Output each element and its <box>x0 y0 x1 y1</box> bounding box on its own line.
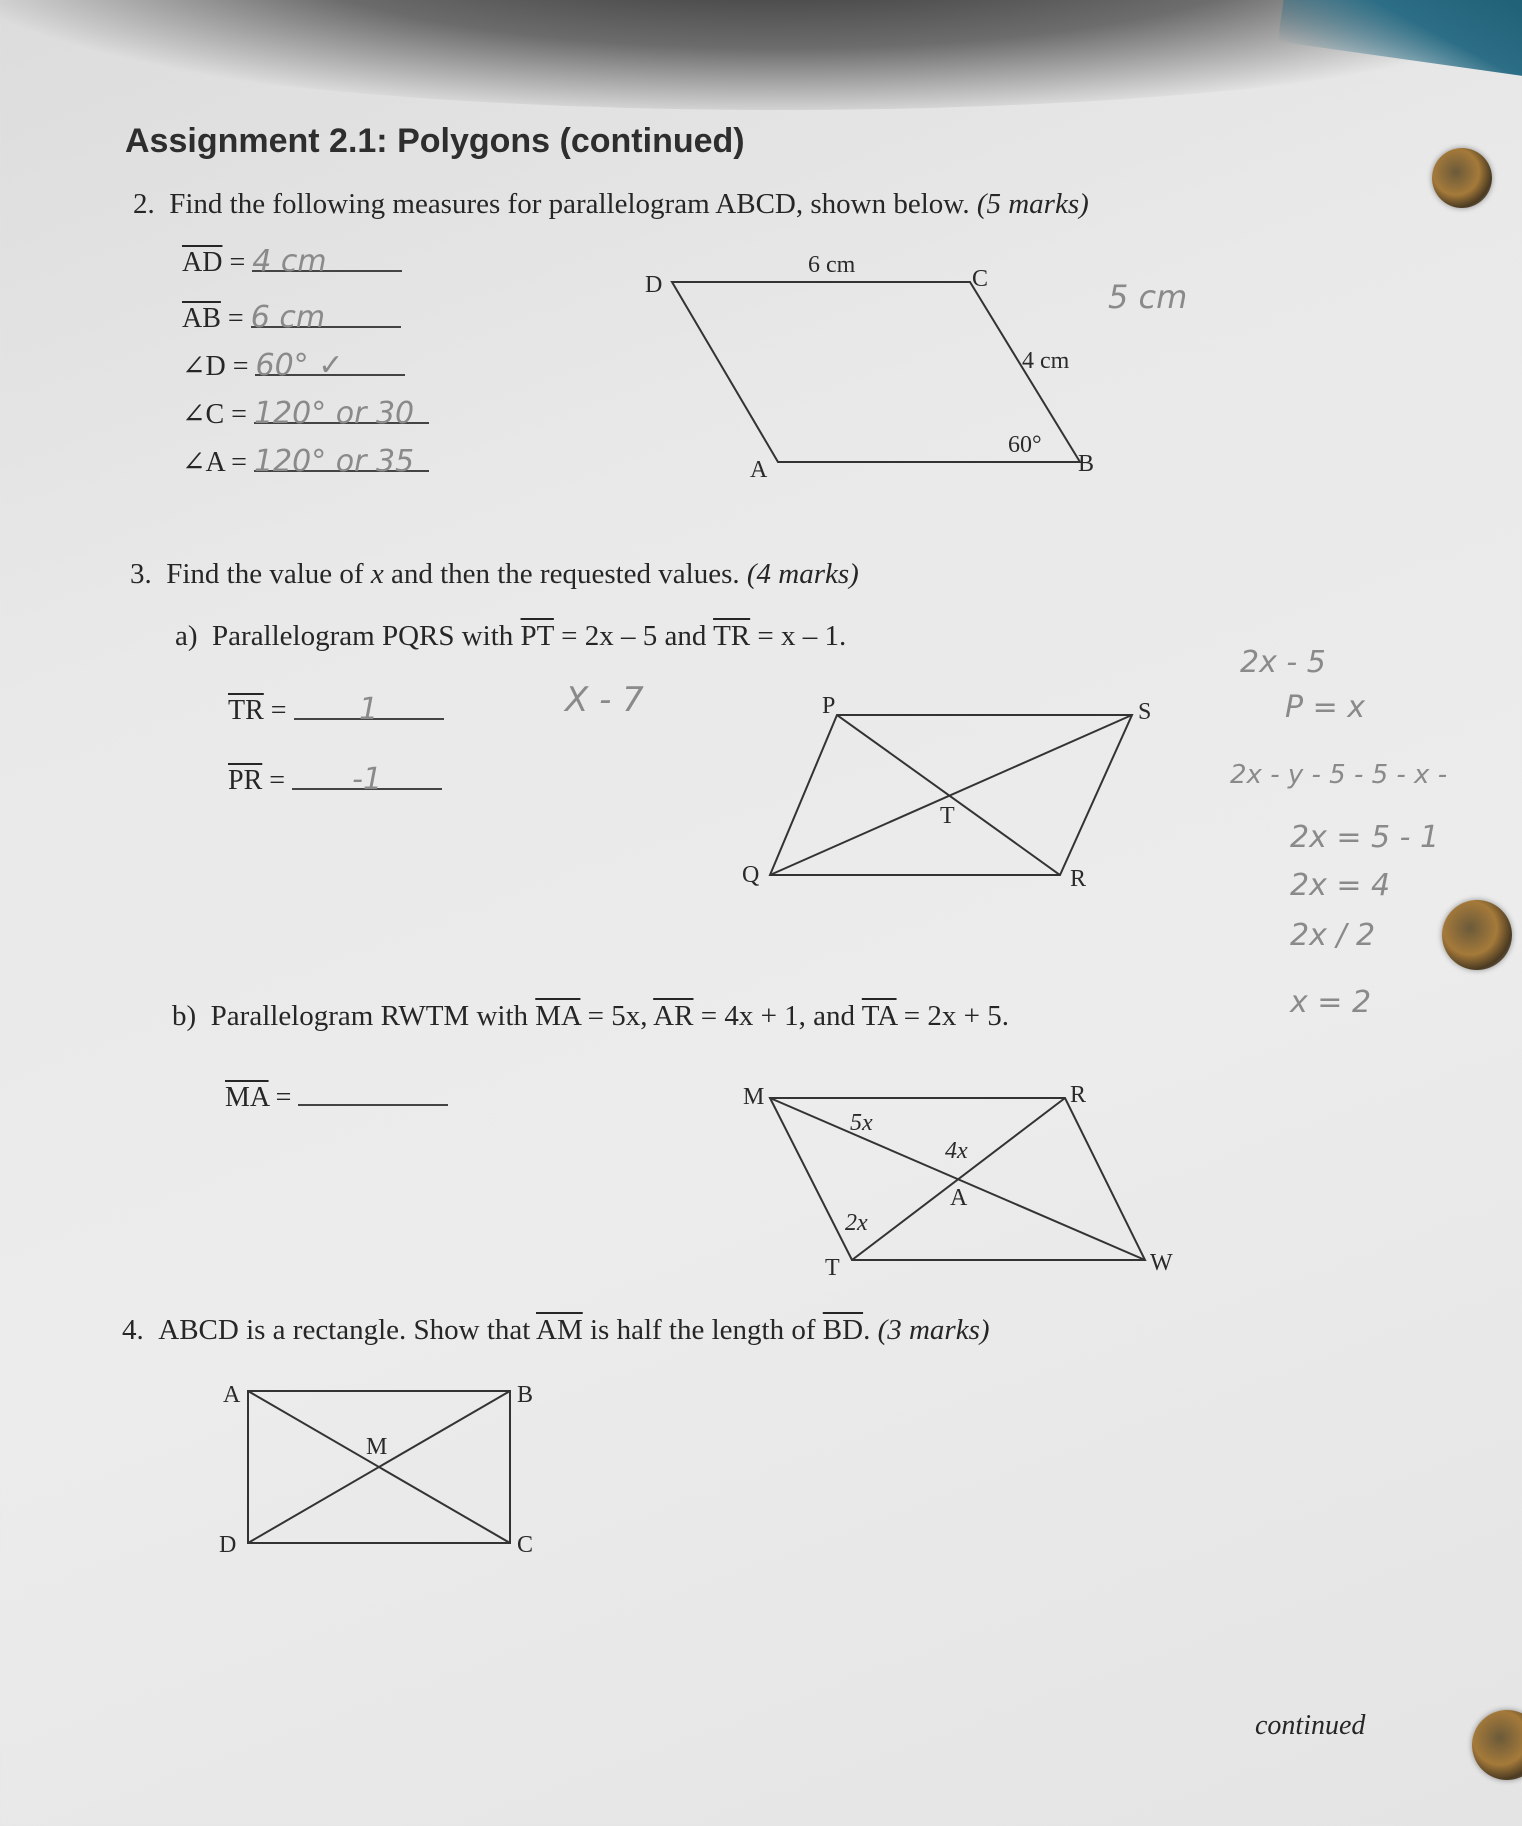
q3a-pr-answer: -1 <box>352 762 382 797</box>
q2-row-label: ∠C <box>182 399 225 430</box>
q2-a-blank[interactable] <box>253 444 429 479</box>
q3a-work-mid: X - 7 <box>565 680 644 720</box>
vertex-b-label: B <box>517 1382 534 1408</box>
q2-row-eq: = <box>231 447 247 478</box>
vertex-d-label: D <box>219 1532 237 1558</box>
side-work-3: 2x - y - 5 - 5 - x - <box>1230 760 1448 790</box>
diagonal-pr <box>837 715 1060 875</box>
q3b-text: Parallelogram RWTM with <box>210 1000 529 1032</box>
q4-seg1: $\overline{AM}$ <box>536 1314 583 1346</box>
q4-marks: (3 marks) <box>877 1314 990 1346</box>
q2-heading <box>133 188 1089 221</box>
q3a-expr1: = 2x – 5 and <box>561 620 707 652</box>
handwritten-mark-5x: 5x <box>850 1110 873 1136</box>
q3a-row-label: $\overline{PR}$ <box>228 765 263 796</box>
q2-d-answer: 60° ✓ <box>255 348 344 383</box>
q2-c-blank[interactable] <box>253 396 429 431</box>
q4-rectangle-figure <box>215 1378 555 1558</box>
q4-seg2: $\overline{BD}$ <box>822 1314 864 1346</box>
q2-row-label: ∠D <box>182 351 226 382</box>
q3a-heading <box>175 620 846 653</box>
q2-row-ad <box>182 244 402 279</box>
q3-text-after: and then the requested values. <box>383 558 740 590</box>
q3-marks: (4 marks) <box>746 558 859 590</box>
q3a-row-eq: = <box>270 695 287 726</box>
vertex-r-label: R <box>1070 866 1087 892</box>
q3a-expr2: = x – 1. <box>757 620 847 652</box>
q4-text2: is half the length of <box>590 1314 816 1346</box>
side-work-1: 2x - 5 <box>1240 645 1326 680</box>
side-work-4: 2x = 5 - 1 <box>1290 820 1440 855</box>
q3a-row-eq: = <box>269 765 286 796</box>
vertex-c-label: C <box>972 266 989 292</box>
angle-b-label: 60° <box>1008 432 1042 458</box>
handwritten-mark-2x: 2x <box>845 1210 868 1236</box>
q3b-expr2: = 4x + 1, and <box>700 1000 856 1032</box>
q2-row-eq: = <box>231 399 247 430</box>
q2-parallelogram-figure <box>630 250 1110 480</box>
q2-marks: (5 marks) <box>976 188 1089 220</box>
side-work-7: x = 2 <box>1290 985 1372 1020</box>
q4-number: 4. <box>122 1314 144 1346</box>
diagonal-qs <box>770 715 1132 875</box>
q2-row-d <box>182 348 405 383</box>
q3b-seg1: $\overline{MA}$ <box>535 1000 581 1032</box>
q2-ab-answer: 6 cm <box>250 300 326 335</box>
q3b-row-ma <box>225 1078 448 1114</box>
q3-text-before: Find the value of <box>166 558 371 590</box>
q3b-seg3: $\overline{TA}$ <box>861 1000 897 1032</box>
vertex-m-label: M <box>366 1434 388 1460</box>
q2-ad-answer: 4 cm <box>252 244 327 279</box>
diagonal-rt <box>852 1098 1065 1260</box>
q2-row-eq: = <box>232 351 249 382</box>
handwritten-mark-4x: 4x <box>945 1138 968 1164</box>
q3b-parallelogram-figure <box>740 1080 1200 1280</box>
q3b-seg2: $\overline{AR}$ <box>653 1000 694 1032</box>
side-work-6: 2x / 2 <box>1290 918 1376 953</box>
q4-heading <box>122 1314 990 1347</box>
q3b-row-label: $\overline{MA}$ <box>225 1082 269 1113</box>
binder-ring-1 <box>1432 148 1492 208</box>
vertex-p-label: P <box>822 695 836 719</box>
q3a-row-pr <box>228 762 442 797</box>
vertex-t-label: T <box>825 1255 840 1280</box>
vertex-m-label: M <box>743 1084 765 1110</box>
q3-number: 3. <box>130 558 152 590</box>
q2-row-eq: = <box>227 303 244 334</box>
q2-d-blank[interactable] <box>255 348 405 383</box>
q3a-text: Parallelogram PQRS with <box>212 620 514 652</box>
q2-row-label: $\overline{AD}$ <box>182 247 223 278</box>
q2-row-c <box>182 396 429 431</box>
vertex-d-label: D <box>645 272 663 298</box>
q2-c-answer: 120° or 30 <box>253 396 415 431</box>
q3a-seg2: $\overline{TR}$ <box>713 620 751 652</box>
q3a-tr-answer: 1 <box>359 692 379 727</box>
q2-row-label: ∠A <box>182 447 225 478</box>
q3a-row-label: $\overline{TR}$ <box>228 695 264 726</box>
binder-ring-3 <box>1472 1710 1522 1780</box>
side-work-2: P = x <box>1285 690 1366 725</box>
q3b-row-eq: = <box>275 1082 292 1113</box>
q3b-expr1: = 5x, <box>587 1000 648 1032</box>
q3-var: x <box>370 558 384 590</box>
vertex-a-label: A <box>223 1382 241 1408</box>
vertex-a-label: A <box>950 1185 968 1211</box>
q3a-seg1: $\overline{PT}$ <box>520 620 554 652</box>
q2-number: 2. <box>133 188 155 220</box>
q3a-row-tr <box>228 692 444 727</box>
q2-side-note: 5 cm <box>1108 278 1188 316</box>
q3b-label: b) <box>172 1000 197 1032</box>
vertex-b-label: B <box>1078 451 1095 477</box>
continued-footer: continued <box>1255 1710 1366 1741</box>
vertex-q-label: Q <box>742 862 760 888</box>
q3b-heading <box>172 1000 1009 1033</box>
vertex-a-label: A <box>750 457 768 480</box>
page-title: Assignment 2.1: Polygons (continued) <box>125 122 745 160</box>
q4-text1: ABCD is a rectangle. Show that <box>158 1314 531 1346</box>
q2-a-answer: 120° or 35 <box>253 444 415 479</box>
q2-row-label: $\overline{AB}$ <box>182 303 221 334</box>
q2-ab-blank[interactable] <box>250 300 401 335</box>
q3a-tr-blank[interactable] <box>294 692 444 727</box>
q3-heading <box>130 558 859 591</box>
vertex-w-label: W <box>1150 1250 1173 1276</box>
side-work-5: 2x = 4 <box>1290 868 1391 903</box>
q3a-label: a) <box>175 620 198 652</box>
q2-row-ab <box>182 300 401 335</box>
side-length-label: 4 cm <box>1022 348 1070 374</box>
q3b-ma-blank[interactable] <box>298 1078 448 1106</box>
vertex-c-label: C <box>517 1532 534 1558</box>
q2-ad-blank[interactable] <box>252 244 402 279</box>
q2-text: Find the following measures for parallelogram ABCD, shown below. <box>169 188 970 220</box>
q3a-parallelogram-figure <box>740 695 1180 895</box>
vertex-s-label: S <box>1138 699 1152 725</box>
q3a-pr-blank[interactable] <box>292 762 442 797</box>
q2-row-eq: = <box>229 247 246 278</box>
vertex-t-label: T <box>940 803 955 829</box>
q4-text3: . <box>863 1314 871 1346</box>
q3b-expr3: = 2x + 5. <box>903 1000 1010 1032</box>
vertex-r-label: R <box>1070 1082 1087 1108</box>
binder-ring-2 <box>1442 900 1512 970</box>
q2-row-a <box>182 444 429 479</box>
top-length-label: 6 cm <box>808 252 856 278</box>
